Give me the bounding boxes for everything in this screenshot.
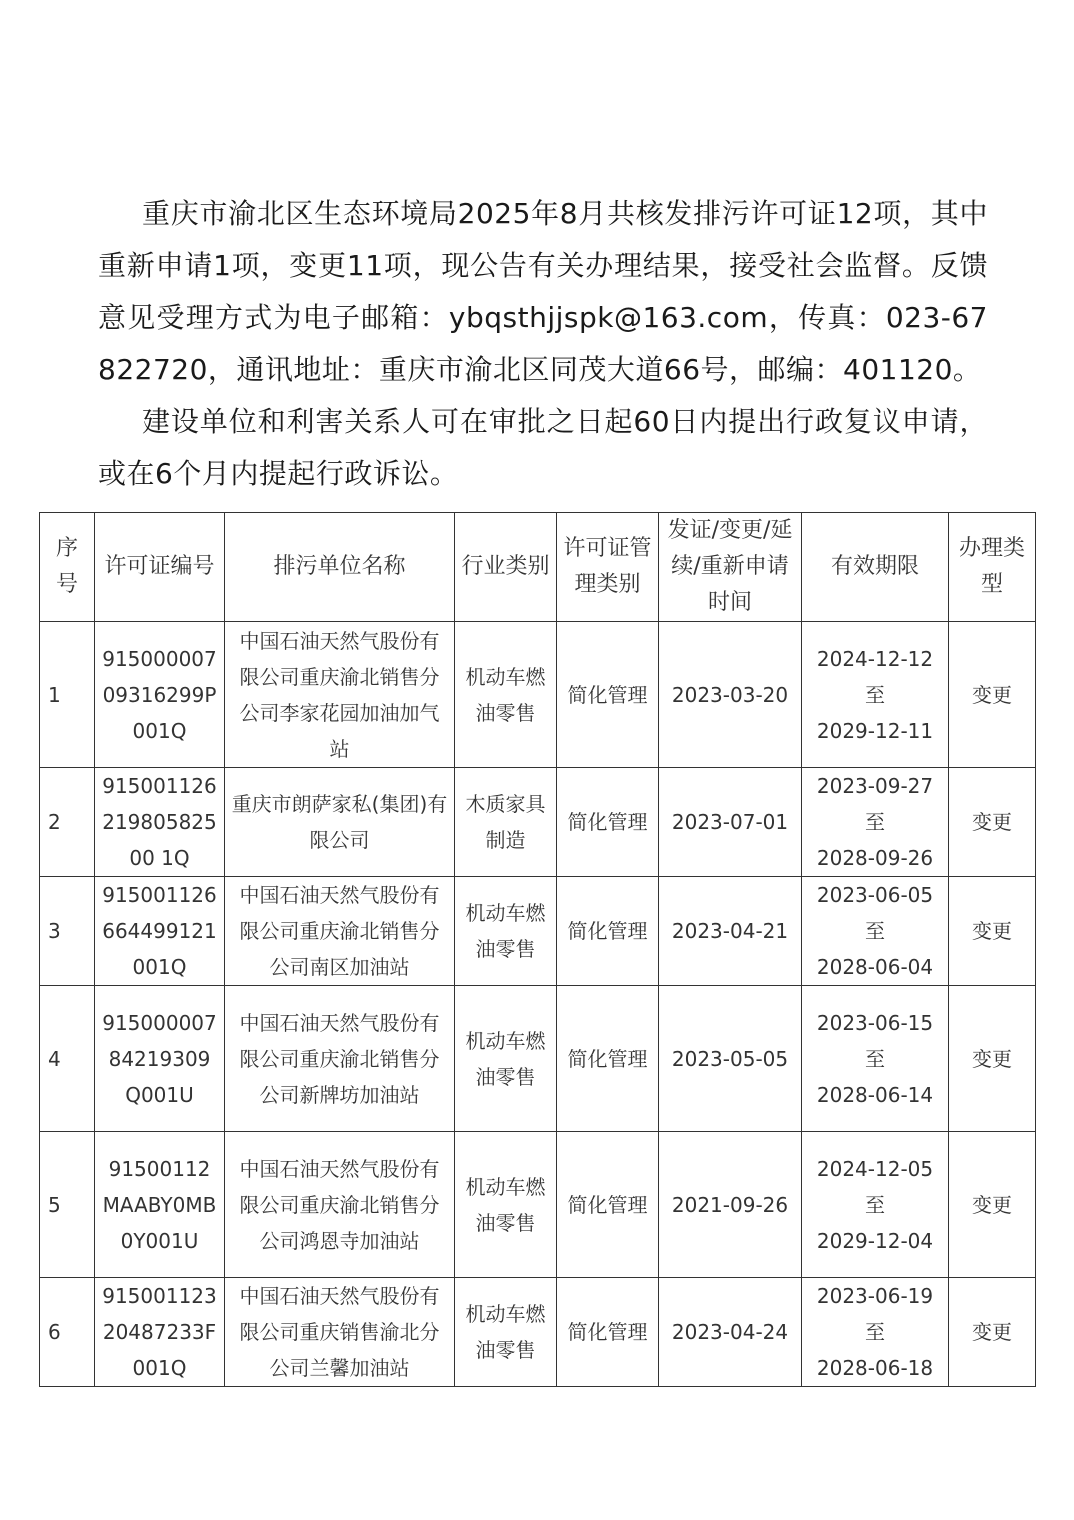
cell-industry: 机动车燃油零售 [455,986,557,1132]
cell-management: 简化管理 [557,877,659,986]
cell-type: 变更 [949,1278,1036,1387]
cell-type: 变更 [949,986,1036,1132]
cell-management: 简化管理 [557,986,659,1132]
cell-index: 2 [40,768,95,877]
valid-to: 2029-12-04 [816,1228,934,1253]
valid-to: 2028-09-26 [816,846,934,870]
table-row [40,877,1036,986]
cell-industry: 机动车燃油零售 [455,1278,557,1387]
cell-index: 5 [40,1132,95,1278]
cell-name: 中国石油天然气股份有限公司重庆渝北销售分公司新牌坊加油站 [225,986,455,1132]
cell-management: 简化管理 [557,1132,659,1278]
valid-separator: 至 [865,1192,885,1217]
cell-date: 2021-09-26 [659,1132,802,1278]
cell-code: 91500112MAABY0MB0Y001U [95,1132,225,1278]
cell-validity [802,1132,949,1278]
header-name: 排污单位名称 [225,513,455,622]
table-row [40,768,1036,877]
cell-type: 变更 [949,622,1036,768]
header-code: 许可证编号 [95,513,225,622]
valid-separator: 至 [865,810,885,834]
valid-from: 2023-09-27 [816,774,934,798]
cell-name: 中国石油天然气股份有限公司重庆渝北销售分公司鸿恩寺加油站 [225,1132,455,1278]
valid-from: 2023-06-05 [816,883,934,907]
table-row [40,1132,1036,1278]
cell-index: 3 [40,877,95,986]
cell-date: 2023-05-05 [659,986,802,1132]
cell-code: 91500000784219309Q001U [95,986,225,1132]
table-row [40,622,1036,768]
table-header-row [40,513,1036,622]
cell-validity [802,1278,949,1387]
cell-code: 91500112621980582500 1Q [95,768,225,877]
cell-management: 简化管理 [557,1278,659,1387]
cell-industry: 机动车燃油零售 [455,877,557,986]
cell-index: 1 [40,622,95,768]
header-industry: 行业类别 [455,513,557,622]
cell-index: 6 [40,1278,95,1387]
cell-validity [802,986,949,1132]
cell-management: 简化管理 [557,768,659,877]
cell-date: 2023-04-24 [659,1278,802,1387]
valid-separator: 至 [865,1046,885,1071]
valid-from: 2023-06-15 [816,1010,934,1035]
cell-name: 中国石油天然气股份有限公司重庆销售渝北分公司兰馨加油站 [225,1278,455,1387]
cell-industry: 木质家具制造 [455,768,557,877]
valid-separator: 至 [865,1320,885,1344]
header-date: 发证/变更/延续/重新申请时间 [659,513,802,622]
valid-from: 2024-12-12 [816,646,934,671]
valid-from: 2024-12-05 [816,1156,934,1181]
valid-to: 2029-12-11 [816,718,934,743]
cell-type: 变更 [949,768,1036,877]
cell-validity [802,622,949,768]
cell-date: 2023-07-01 [659,768,802,877]
table-row [40,986,1036,1132]
cell-index: 4 [40,986,95,1132]
cell-date: 2023-04-21 [659,877,802,986]
valid-to: 2028-06-14 [816,1082,934,1107]
cell-management: 简化管理 [557,622,659,768]
cell-type: 变更 [949,877,1036,986]
notice-paragraph-1: 重庆市渝北区生态环境局2025年8月共核发排污许可证12项，其中重新申请1项，变更11项，现公告有关办理结果，接受社会监督。反馈意见受理方式为电子邮箱：ybqsthjjspk@163.com，传真：023-67822720，通讯地址：重庆市渝北区同茂大道66号，邮编：401120。 [98,197,988,386]
cell-name: 中国石油天然气股份有限公司重庆渝北销售分公司李家花园加油加气站 [225,622,455,768]
header-management: 许可证管理类别 [557,513,659,622]
cell-validity [802,768,949,877]
notice-paragraph-2: 建设单位和利害关系人可在审批之日起60日内提出行政复议申请，或在6个月内提起行政诉讼。 [98,405,988,490]
cell-industry: 机动车燃油零售 [455,622,557,768]
table-row [40,1278,1036,1387]
cell-validity [802,877,949,986]
notice-text [98,188,988,500]
cell-industry: 机动车燃油零售 [455,1132,557,1278]
header-type: 办理类型 [949,513,1036,622]
cell-type: 变更 [949,1132,1036,1278]
header-index: 序号 [40,513,95,622]
valid-to: 2028-06-18 [816,1356,934,1380]
valid-to: 2028-06-04 [816,955,934,979]
permit-table [39,512,1036,1387]
valid-separator: 至 [865,919,885,943]
cell-date: 2023-03-20 [659,622,802,768]
cell-code: 91500112320487233F001Q [95,1278,225,1387]
cell-code: 915001126664499121001Q [95,877,225,986]
header-validity: 有效期限 [802,513,949,622]
cell-name: 中国石油天然气股份有限公司重庆渝北销售分公司南区加油站 [225,877,455,986]
valid-from: 2023-06-19 [816,1284,934,1308]
cell-code: 91500000709316299P001Q [95,622,225,768]
valid-separator: 至 [865,682,885,707]
cell-name: 重庆市朗萨家私(集团)有限公司 [225,768,455,877]
